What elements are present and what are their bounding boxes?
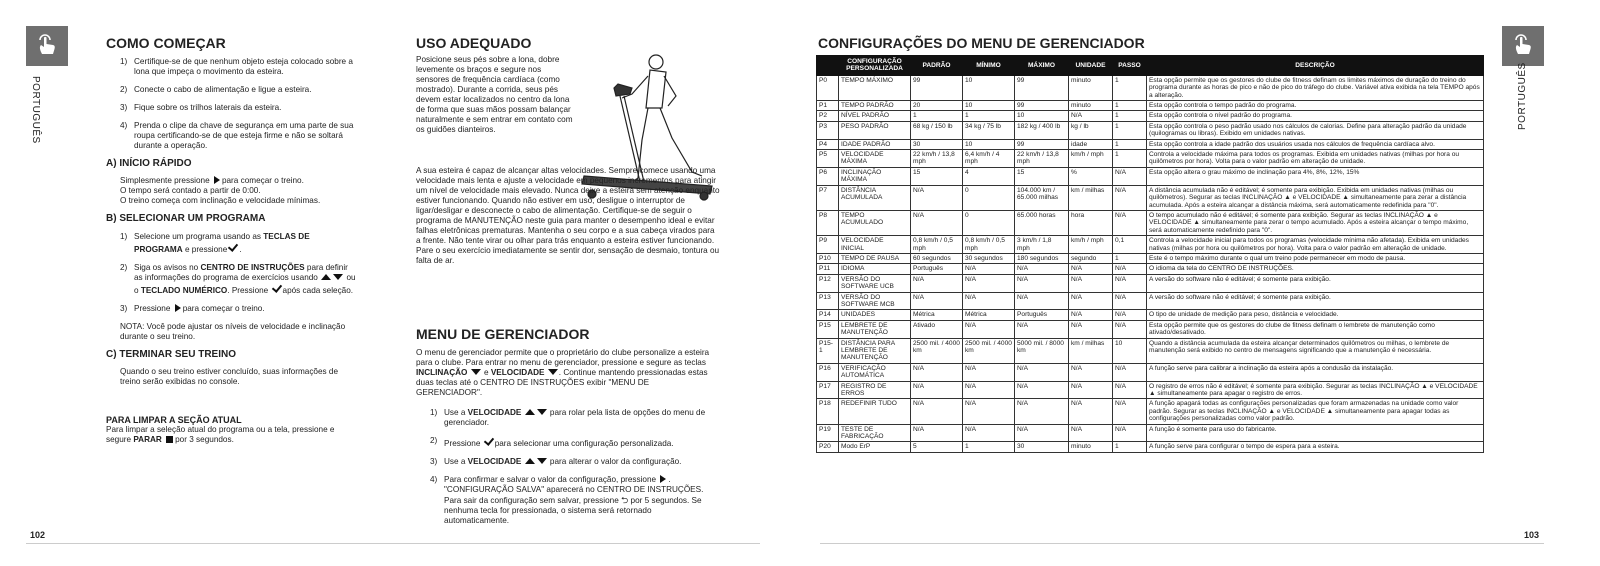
table-row <box>817 310 1484 320</box>
table-cell: 10 <box>963 75 1015 100</box>
table-row <box>817 264 1484 274</box>
table-cell: 180 segundos <box>1015 253 1069 263</box>
table-header-row <box>817 56 1484 76</box>
table-cell: N/A <box>1069 381 1113 399</box>
table-row <box>817 399 1484 424</box>
table-cell: P10 <box>817 253 839 263</box>
table-cell: TEMPO MÁXIMO <box>839 75 911 100</box>
table-cell: N/A <box>1069 292 1113 310</box>
table-row <box>817 274 1484 292</box>
check-icon <box>228 241 238 252</box>
page-divider <box>26 543 760 544</box>
page-number: 103 <box>1524 530 1540 540</box>
table-cell: 0 <box>963 210 1015 235</box>
table-cell: P9 <box>817 236 839 254</box>
table-cell: P6 <box>817 167 839 185</box>
table-cell: N/A <box>1015 292 1069 310</box>
table-cell: IDADE PADRÃO <box>839 139 911 149</box>
table-row <box>817 442 1484 452</box>
table-cell: 182 kg / 400 lb <box>1015 121 1069 139</box>
table-cell: 104.000 km / 65.000 milhas <box>1015 185 1069 210</box>
play-triangle-icon <box>214 176 220 184</box>
table-cell: A função é somente para uso do fabricante. <box>1147 424 1484 442</box>
table-cell: A versão do software não é editável; é somente para exibição. <box>1147 292 1484 310</box>
table-cell: N/A <box>1069 310 1113 320</box>
table-cell: 1 <box>963 442 1015 452</box>
down-arrow-icon <box>471 369 481 375</box>
down-arrow-icon <box>537 409 547 415</box>
table-cell: P12 <box>817 274 839 292</box>
start-steps <box>106 57 356 151</box>
table-cell: N/A <box>963 292 1015 310</box>
table-cell: REDEFINIR TUDO <box>839 399 911 424</box>
stop-square-icon <box>166 436 173 443</box>
table-cell: N/A <box>1113 399 1147 424</box>
table-cell: P7 <box>817 185 839 210</box>
up-arrow-icon <box>321 274 331 280</box>
table-cell: 1 <box>1113 253 1147 263</box>
table-cell: Português <box>1015 310 1069 320</box>
table-cell: TEMPO PADRÃO <box>839 101 911 111</box>
table-cell: 1 <box>1113 139 1147 149</box>
table-cell: N/A <box>911 381 963 399</box>
table-cell: % <box>1069 167 1113 185</box>
table-cell: Português <box>911 264 963 274</box>
table-cell: P19 <box>817 424 839 442</box>
table-cell: 99 <box>1015 139 1069 149</box>
clear-section-heading: PARA LIMPAR A SEÇÃO ATUAL <box>106 415 242 425</box>
table-cell: Quando a distância acumulada da esteira alcançar determinados quilômetros ou milhas, o lembrete de manutenção será exibido no centro de mensagens significando que a manutenção é necessária. <box>1147 338 1484 363</box>
table-cell: 10 <box>1113 338 1147 363</box>
table-cell: km / milhas <box>1069 185 1113 210</box>
table-cell: 5000 mil. / 8000 km <box>1015 338 1069 363</box>
left-page <box>0 0 780 566</box>
table-cell: 1 <box>1113 150 1147 168</box>
table-cell: 34 kg / 75 lb <box>963 121 1015 139</box>
table-cell: N/A <box>1069 111 1113 121</box>
table-cell: O tempo acumulado não é editável; é somente para exibição. Segurar as teclas INCLINAÇÃO ▲ e VELOCIDADE ▲ simultaneamente para zerar o tempo acumulado. Após a esteira alcançar o tempo máximo, será automaticamente redefinido para "0". <box>1147 210 1484 235</box>
table-cell: N/A <box>963 274 1015 292</box>
table-cell: O tipo de unidade de medição para peso, distância e velocidade. <box>1147 310 1484 320</box>
table-cell: VERIFICAÇÃO AUTOMÁTICA <box>839 363 911 381</box>
table-cell: P17 <box>817 381 839 399</box>
settings-table <box>816 55 1484 453</box>
table-cell: VELOCIDADE INICIAL <box>839 236 911 254</box>
list-item: 4) Prenda o clipe da chave de segurança em uma parte de sua roupa certificando-se de que esteja firme e não se soltará durante a operação. <box>120 121 354 150</box>
menu-steps <box>416 408 716 526</box>
list-item: 3) Fique sobre os trilhos laterais da esteira. <box>120 103 282 112</box>
table-row <box>817 424 1484 442</box>
table-cell: P8 <box>817 210 839 235</box>
table-cell: Métrica <box>963 310 1015 320</box>
table-cell: 22 km/h / 13,8 mph <box>1015 150 1069 168</box>
table-cell: P4 <box>817 139 839 149</box>
table-body <box>817 75 1484 452</box>
table-row <box>817 139 1484 149</box>
table-cell: O idioma da tela do CENTRO DE INSTRUÇÕES. <box>1147 264 1484 274</box>
table-cell: N/A <box>963 424 1015 442</box>
play-triangle-icon <box>175 304 181 312</box>
table-cell: 10 <box>963 101 1015 111</box>
table-cell: TEMPO DE PAUSA <box>839 253 911 263</box>
table-cell: N/A <box>963 399 1015 424</box>
table-cell: 99 <box>1015 75 1069 100</box>
table-cell: P20 <box>817 442 839 452</box>
table-cell: 10 <box>963 139 1015 149</box>
page-divider <box>820 543 1544 544</box>
table-cell: N/A <box>963 264 1015 274</box>
table-cell: 99 <box>1015 101 1069 111</box>
menu-intro: O menu de gerenciador permite que o proprietário do clube personalize a esteira para o clube. Para entrar no menu de gerenciador, pressione e segure as teclas INCLINAÇÃO e VELOCIDADE . Continue mantendo pressionadas estas duas teclas até o CENTRO DE INSTRUÇÕES exibir "MENU DE GERENCIADOR". <box>416 348 710 397</box>
table-cell: kg / lb <box>1069 121 1113 139</box>
table-cell: N/A <box>1015 363 1069 381</box>
language-label: PORTUGUÊS <box>1517 62 1528 130</box>
table-cell: N/A <box>1015 399 1069 424</box>
table-cell: TESTE DE FABRICAÇÃO <box>839 424 911 442</box>
table-cell: Modo ErP <box>839 442 911 452</box>
table-header: CONFIGURAÇÃO PERSONALIZADA <box>839 56 911 76</box>
table-cell: O registro de erros não é editável; é somente para exibição. Segurar as teclas INCLINAÇÃO ▲ e VELOCIDADE ▲ simultaneamente para apagar o registro de erros. <box>1147 381 1484 399</box>
table-cell: P15 <box>817 320 839 338</box>
list-item: 4) Para confirmar e salvar o valor da configuração, pressione . "CONFIGURAÇÃO SALVA" aparecerá no CENTRO DE INSTRUÇÕES. Para sair da configuração sem salvar, pressione ⮌ por 5 segundos. Se nenhuma tecla for pressionada, o sistema será retornado automaticamente. <box>430 475 704 525</box>
table-cell: minuto <box>1069 442 1113 452</box>
table-cell: 5 <box>911 442 963 452</box>
clear-section-text: Para limpar a seleção atual do programa ou a tela, pressione e segure PARAR por 3 segundos. <box>106 425 335 444</box>
table-cell: N/A <box>963 363 1015 381</box>
table-cell: km/h / mph <box>1069 150 1113 168</box>
table-cell: Ativado <box>911 320 963 338</box>
table-cell: N/A <box>1015 264 1069 274</box>
table-cell: A versão do software não é editável; é somente para exibição. <box>1147 274 1484 292</box>
back-arrow-icon: ⮌ <box>621 495 629 505</box>
list-item: 2) Pressione para selecionar uma configuração personalizada. <box>430 436 674 448</box>
table-cell: REGISTRO DE ERROS <box>839 381 911 399</box>
page-number: 102 <box>30 530 46 540</box>
table-cell: VELOCIDADE MÁXIMA <box>839 150 911 168</box>
check-icon <box>271 282 281 293</box>
table-cell: P5 <box>817 150 839 168</box>
table-cell: hora <box>1069 210 1113 235</box>
hand-touch-icon <box>1509 32 1537 60</box>
table-cell: N/A <box>1113 274 1147 292</box>
table-cell: A distância acumulada não é editável; é somente para exibição. Exibida em unidades nativas (milhas ou quilômetros). Segurar as teclas INCLINAÇÃO ▲ e VELOCIDADE ▲ simultaneamente para zerar a distância acumulada. Após a esteira alcançar a distância máxima, será automaticamente redefinida para "0". <box>1147 185 1484 210</box>
end-workout-heading: C) TERMINAR SEU TREINO <box>106 349 236 360</box>
table-cell: P2 <box>817 111 839 121</box>
table-cell: N/A <box>1015 424 1069 442</box>
table-cell: PESO PADRÃO <box>839 121 911 139</box>
table-cell: 0 <box>963 185 1015 210</box>
table-cell: N/A <box>1015 381 1069 399</box>
down-arrow-icon <box>548 369 558 375</box>
table-cell: 60 segundos <box>911 253 963 263</box>
table-cell: 1 <box>911 111 963 121</box>
table-cell: P13 <box>817 292 839 310</box>
table-cell: 15 <box>911 167 963 185</box>
menu-gerenciador-title: MENU DE GERENCIADOR <box>416 326 590 342</box>
table-cell: 65.000 horas <box>1015 210 1069 235</box>
down-arrow-icon <box>537 458 547 464</box>
play-triangle-icon <box>660 475 666 483</box>
table-cell: N/A <box>1113 292 1147 310</box>
table-cell: Esta opção permite que os gestores do clube de fitness definam o lembrete de manutenção como ativado/desativado. <box>1147 320 1484 338</box>
table-cell: 30 <box>1015 442 1069 452</box>
table-cell: A função apagará todas as configurações personalizadas que foram armazenadas na unidade como valor padrão. Segurar as teclas INCLINAÇÃO ▲ e VELOCIDADE ▲ simultaneamente para apagar todas as configurações personalizadas como valor padrão. <box>1147 399 1484 424</box>
list-item: 2) Conecte o cabo de alimentação e ligue a esteira. <box>120 85 312 94</box>
table-cell: 30 segundos <box>963 253 1015 263</box>
table-cell: 1 <box>1113 75 1147 100</box>
table-row <box>817 167 1484 185</box>
program-steps <box>106 232 356 314</box>
table-cell: Esta opção altera o grau máximo de inclinação para 4%, 8%, 12%, 15% <box>1147 167 1484 185</box>
table-cell: INCLINAÇÃO MÁXIMA <box>839 167 911 185</box>
table-cell: DISTÂNCIA ACUMULADA <box>839 185 911 210</box>
table-header: MÁXIMO <box>1015 56 1069 76</box>
table-row <box>817 292 1484 310</box>
table-cell: 30 <box>911 139 963 149</box>
table-cell: DISTÂNCIA PARA LEMBRETE DE MANUTENÇÃO <box>839 338 911 363</box>
table-cell: 22 km/h / 13,8 mph <box>911 150 963 168</box>
table-cell: 1 <box>1113 121 1147 139</box>
table-cell: idade <box>1069 139 1113 149</box>
table-cell: P1 <box>817 101 839 111</box>
right-page <box>820 0 1600 566</box>
table-cell: segundo <box>1069 253 1113 263</box>
table-cell: km / milhas <box>1069 338 1113 363</box>
table-cell: N/A <box>911 399 963 424</box>
table-cell: VERSÃO DO SOFTWARE MCB <box>839 292 911 310</box>
settings-table-title: CONFIGURAÇÕES DO MENU DE GERENCIADOR <box>818 35 1145 51</box>
table-row <box>817 236 1484 254</box>
table-cell: 2500 mil. / 4000 km <box>963 338 1015 363</box>
table-cell: N/A <box>1113 363 1147 381</box>
table-cell: N/A <box>1015 320 1069 338</box>
table-cell: 4 <box>963 167 1015 185</box>
table-cell: A função serve para configurar o tempo de espera para a esteira. <box>1147 442 1484 452</box>
table-cell: Esta opção controla a idade padrão dos usuários usada nos cálculos de frequência cardíaca alvo. <box>1147 139 1484 149</box>
table-cell: Métrica <box>911 310 963 320</box>
table-cell: LEMBRETE DE MANUTENÇÃO <box>839 320 911 338</box>
table-row <box>817 185 1484 210</box>
table-cell: 6,4 km/h / 4 mph <box>963 150 1015 168</box>
list-item: 2) Siga os avisos no CENTRO DE INSTRUÇÕES para definir as informações do programa de exercícios usando ou o TECLADO NUMÉRICO. Pressione após cada seleção. <box>120 263 356 295</box>
quick-start-text: Simplesmente pressione para começar o treino. O tempo será contado a partir de 0:00. O treino começa com inclinação e velocidade mínimas. <box>120 176 321 205</box>
table-cell: Esta opção controla o nível padrão do programa. <box>1147 111 1484 121</box>
table-cell: N/A <box>1069 320 1113 338</box>
table-cell: 1 <box>1113 101 1147 111</box>
check-icon <box>484 435 494 446</box>
table-cell: 15 <box>1015 167 1069 185</box>
table-cell: N/A <box>911 363 963 381</box>
table-cell: A função serve para calibrar a inclinação da esteira após a condusão da instalação. <box>1147 363 1484 381</box>
table-cell: N/A <box>911 292 963 310</box>
section-tab <box>26 26 68 66</box>
table-header <box>817 56 839 76</box>
table-header: MÍNIMO <box>963 56 1015 76</box>
table-cell: P14 <box>817 310 839 320</box>
table-cell: N/A <box>1113 320 1147 338</box>
table-header: DESCRIÇÃO <box>1147 56 1484 76</box>
table-cell: 1 <box>963 111 1015 121</box>
table-cell: N/A <box>1113 424 1147 442</box>
table-cell: N/A <box>1069 274 1113 292</box>
note-text: NOTA: Você pode ajustar os níveis de velocidade e inclinação durante o seu treino. <box>120 322 346 341</box>
table-row <box>817 253 1484 263</box>
table-cell: N/A <box>1113 310 1147 320</box>
table-cell: 68 kg / 150 lb <box>911 121 963 139</box>
table-cell: N/A <box>911 210 963 235</box>
table-cell: Este é o tempo máximo durante o qual um treino pode permanecer em modo de pausa. <box>1147 253 1484 263</box>
up-arrow-icon <box>525 458 535 464</box>
table-cell: P3 <box>817 121 839 139</box>
table-cell: Esta opção permite que os gestores do clube de fitness definam os limites máximos de duração do treino do programa durante as horas de pico e não de pico do tráfego do clube. Variável ativa exibida na tela TEMPO após a alteração. <box>1147 75 1484 100</box>
hand-touch-icon <box>33 32 61 60</box>
table-row <box>817 101 1484 111</box>
table-cell: km/h / mph <box>1069 236 1113 254</box>
table-cell: P16 <box>817 363 839 381</box>
list-item: 1) Certifique-se de que nenhum objeto esteja colocado sobre a lona que impeça o movimento da esteira. <box>120 57 353 76</box>
list-item: 3) Use a VELOCIDADE para alterar o valor da configuração. <box>430 457 682 466</box>
table-cell: 2500 mil. / 4000 km <box>911 338 963 363</box>
list-item: 3) Pressione para começar o treino. <box>120 304 265 313</box>
table-cell: P11 <box>817 264 839 274</box>
table-cell: N/A <box>1113 167 1147 185</box>
table-cell: IDIOMA <box>839 264 911 274</box>
table-cell: N/A <box>963 320 1015 338</box>
table-cell: N/A <box>1069 264 1113 274</box>
select-program-heading: B) SELECIONAR UM PROGRAMA <box>106 213 266 224</box>
table-cell: P0 <box>817 75 839 100</box>
table-cell: N/A <box>1069 363 1113 381</box>
table-row <box>817 381 1484 399</box>
table-header: PADRÃO <box>911 56 963 76</box>
table-cell: N/A <box>1113 210 1147 235</box>
table-cell: 1 <box>1113 442 1147 452</box>
table-cell: P18 <box>817 399 839 424</box>
table-cell: N/A <box>1069 424 1113 442</box>
table-cell: 10 <box>1015 111 1069 121</box>
end-workout-text: Quando o seu treino estiver concluído, suas informações de treino serão exibidas no console. <box>120 367 339 386</box>
table-row <box>817 121 1484 139</box>
table-row <box>817 75 1484 100</box>
table-cell: N/A <box>1069 399 1113 424</box>
table-cell: Esta opção controla o peso padrão usado nos cálculos de calorias. Define para alteração padrão da unidade (quilogramas ou libras). Exibido em unidades nativas. <box>1147 121 1484 139</box>
table-cell: N/A <box>1113 185 1147 210</box>
down-arrow-icon <box>333 274 343 280</box>
up-arrow-icon <box>525 409 535 415</box>
table-cell: N/A <box>1113 381 1147 399</box>
table-cell: N/A <box>963 381 1015 399</box>
table-cell: Esta opção controla o tempo padrão do programa. <box>1147 101 1484 111</box>
table-cell: 20 <box>911 101 963 111</box>
table-cell: minuto <box>1069 101 1113 111</box>
table-cell: P15-1 <box>817 338 839 363</box>
section-tab <box>1502 26 1544 66</box>
uso-adequado-p1: Posicione seus pés sobre a lona, dobre levemente os braços e segure nos sensores de frequência cardíaca (como mostrado). Durante a corrida, seus pés devem estar localizados no centro da lona de forma que suas mãos possam balançar naturalmente e sem entrar em contato com os guidões dianteiros. <box>416 55 573 134</box>
table-row <box>817 338 1484 363</box>
uso-adequado-title: USO ADEQUADO <box>416 35 532 51</box>
table-cell: 3 km/h / 1,8 mph <box>1015 236 1069 254</box>
table-cell: N/A <box>911 424 963 442</box>
table-cell: minuto <box>1069 75 1113 100</box>
table-cell: TEMPO ACUMULADO <box>839 210 911 235</box>
table-cell: N/A <box>1015 274 1069 292</box>
table-header: UNIDADE <box>1069 56 1113 76</box>
quick-start-heading: A) INÍCIO RÁPIDO <box>106 158 192 169</box>
list-item: 1) Selecione um programa usando as TECLAS DE PROGRAMA e pressione . <box>120 232 310 254</box>
language-label: PORTUGUÊS <box>30 76 41 144</box>
table-header: PASSO <box>1113 56 1147 76</box>
table-row <box>817 150 1484 168</box>
table-cell: N/A <box>911 274 963 292</box>
table-cell: 0,8 km/h / 0,5 mph <box>911 236 963 254</box>
table-cell: 0,8 km/h / 0,5 mph <box>963 236 1015 254</box>
table-row <box>817 111 1484 121</box>
list-item: 1) Use a VELOCIDADE para rolar pela lista de opções do menu de gerenciador. <box>430 408 706 427</box>
como-comecar-title: COMO COMEÇAR <box>106 35 226 51</box>
table-cell: NÍVEL PADRÃO <box>839 111 911 121</box>
como-comecar-column <box>106 57 356 445</box>
table-cell: VERSÃO DO SOFTWARE UCB <box>839 274 911 292</box>
table-cell: N/A <box>1113 264 1147 274</box>
table-cell: N/A <box>911 185 963 210</box>
table-cell: UNIDADES <box>839 310 911 320</box>
table-cell: 99 <box>911 75 963 100</box>
menu-gerenciador-column <box>416 348 716 534</box>
table-cell: Controla a velocidade inicial para todos os programas (velocidade mínima não afetada). Exibida em unidades nativas (milhas por hora ou quilômetros por hora). Volta para o valor padrão em alteração de unidade. <box>1147 236 1484 254</box>
table-cell: Controla a velocidade máxima para todos os programas. Exibida em unidades nativas (milhas por hora ou quilômetros por hora). Volta para o valor padrão em alteração de unidade. <box>1147 150 1484 168</box>
table-cell: 0,1 <box>1113 236 1147 254</box>
table-cell: 1 <box>1113 111 1147 121</box>
uso-adequado-p2: A sua esteira é capaz de alcançar altas velocidades. Sempre comece usando uma velocidade mais lenta e ajuste a velocidade em pequenos incrementos para atingir um nível de velocidade mais elevado. Nunca deixe a esteira sem atenção enquanto estiver funcionando. Quando não estiver em uso, desligue o interruptor de ligar/desligar e desconecte o cabo de alimentação. Certifique-se de seguir o programa de MANUTENÇÃO neste guia para manter o desempenho ideal e evitar falhas eletrônicas prematuras. Mantenha o seu corpo e a sua cabeça virados para a frente. Não tente virar ou olhar para trás enquanto a esteira estiver funcionando. Pare o seu exercício imediatamente se sentir dor, sensação de desmaio, tontura ou falta de ar. <box>416 166 720 265</box>
table-row <box>817 363 1484 381</box>
table-row <box>817 210 1484 235</box>
table-row <box>817 320 1484 338</box>
